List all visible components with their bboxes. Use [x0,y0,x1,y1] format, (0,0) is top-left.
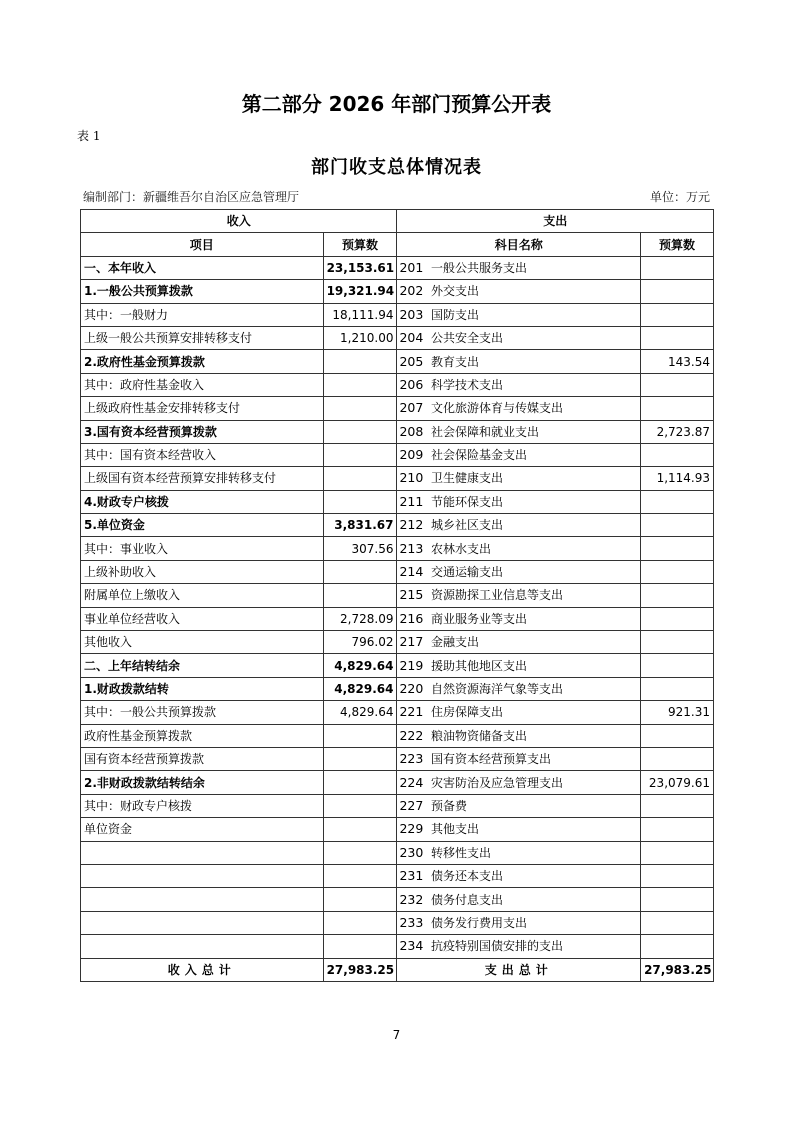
expense-subject [397,818,641,841]
expense-budget-value [641,888,714,911]
expense-budget-value [641,537,714,560]
subject-code: 230 [399,844,424,860]
income-budget-value: 4,829.64 [323,701,397,724]
unit-label: 单位：万元 [649,190,710,204]
expense-budget-value: 23,079.61 [641,771,714,794]
expense-subject [397,864,641,887]
subject-name: 债务还本支出 [430,869,503,884]
table-number: 表 1 [77,129,101,143]
income-budget-value [323,350,397,373]
table-row [81,467,714,490]
table-row [81,443,714,466]
income-budget-value [323,841,397,864]
subject-code: 203 [399,306,424,322]
table-row [81,350,714,373]
income-item: 上级一般公共预算安排转移支付 [81,326,324,349]
income-budget-value [323,490,397,513]
income-item: 1.一般公共预算拨款 [81,280,324,303]
expense-budget-value [641,747,714,770]
subject-name: 科学技术支出 [430,377,503,392]
table-row [81,256,714,279]
income-budget-value [323,560,397,583]
subject-name: 一般公共服务支出 [430,260,527,275]
subject-code: 201 [399,259,424,275]
subject-code: 220 [399,681,424,696]
subject-code: 222 [399,727,424,743]
total-row [81,958,714,981]
income-item [81,864,324,887]
income-budget-value: 3,831.67 [323,514,397,537]
income-item: 其中：政府性基金收入 [81,373,324,396]
expense-subject [397,607,641,630]
expense-budget-value [641,443,714,466]
table-row [81,888,714,911]
expense-budget-value [641,256,714,279]
income-budget-value [323,584,397,607]
col-income-budget-header: 预算数 [323,233,397,256]
expense-budget-value [641,794,714,817]
expense-budget-value [641,514,714,537]
income-item: 政府性基金预算拨款 [81,724,324,747]
col-expense-budget-header: 预算数 [641,233,714,256]
compiling-department: 编制部门：新疆维吾尔自治区应急管理厅 [83,190,300,204]
expense-budget-value [641,631,714,654]
expense-subject [397,280,641,303]
table-row [81,818,714,841]
expense-budget-value [641,818,714,841]
page-number: 7 [392,1028,401,1042]
income-item: 其他收入 [81,631,324,654]
income-budget-value: 19,321.94 [323,280,397,303]
income-item: 5.单位资金 [81,514,324,537]
subject-code: 208 [399,423,424,439]
expense-subject [397,794,641,817]
income-budget-value [323,935,397,958]
expense-budget-value: 1,114.93 [641,467,714,490]
table-row [81,303,714,326]
income-item: 国有资本经营预算拨款 [81,747,324,770]
expense-budget-value [641,654,714,677]
subject-name: 援助其他地区支出 [430,658,527,673]
subject-name: 城乡社区支出 [430,518,503,533]
table-row [81,560,714,583]
expense-subject [397,677,641,700]
income-budget-value [323,747,397,770]
subject-code: 221 [399,704,424,720]
table-row [81,654,714,677]
income-budget-value: 307.56 [323,537,397,560]
table-row [81,420,714,443]
income-budget-value: 4,829.64 [323,654,397,677]
income-budget-value: 2,728.09 [323,607,397,630]
table-row [81,677,714,700]
income-budget-value [323,724,397,747]
income-item: 一、本年收入 [81,256,324,279]
table-row [81,771,714,794]
income-budget-value [323,467,397,490]
expense-subject [397,326,641,349]
table-row [81,841,714,864]
table-row [81,631,714,654]
subject-name: 转移性支出 [430,845,491,860]
expense-total-value: 27,983.25 [641,958,714,981]
expense-subject [397,514,641,537]
expense-subject [397,888,641,911]
table-row [81,280,714,303]
income-item: 其中：国有资本经营收入 [81,443,324,466]
subject-name: 金融支出 [430,635,479,650]
expense-budget-value [641,935,714,958]
expense-subject [397,373,641,396]
subject-name: 债务发行费用支出 [430,915,527,930]
expense-subject [397,631,641,654]
income-budget-value [323,888,397,911]
subject-code: 213 [399,540,424,556]
income-item: 上级政府性基金安排转移支付 [81,397,324,420]
expense-subject [397,935,641,958]
subject-code: 231 [399,868,424,884]
income-budget-value: 23,153.61 [323,256,397,279]
table-row [81,701,714,724]
subject-code: 223 [399,751,424,767]
subject-code: 224 [399,774,424,790]
expense-budget-value: 2,723.87 [641,420,714,443]
subject-name: 教育支出 [430,354,479,369]
expense-budget-value [641,397,714,420]
expense-budget-value [641,864,714,887]
subject-name: 抗疫特别国债安排的支出 [430,939,563,954]
subject-code: 212 [399,517,424,533]
expense-subject [397,256,641,279]
income-budget-value [323,864,397,887]
col-subject-header: 科目名称 [397,233,641,256]
income-total-value: 27,983.25 [323,958,397,981]
expense-subject [397,747,641,770]
income-item: 3.国有资本经营预算拨款 [81,420,324,443]
subject-name: 国有资本经营预算支出 [430,752,551,767]
income-item: 1.财政拨款结转 [81,677,324,700]
income-item: 上级国有资本经营预算安排转移支付 [81,467,324,490]
subject-code: 214 [399,564,424,580]
income-item [81,911,324,934]
expense-budget-value [641,560,714,583]
expense-budget-value [641,373,714,396]
table-row [81,490,714,513]
subject-name: 预备费 [430,798,467,813]
subject-code: 209 [399,447,424,463]
budget-table [80,209,714,982]
expense-budget-value [641,724,714,747]
income-item: 上级补助收入 [81,560,324,583]
subject-name: 其他支出 [430,822,479,837]
expense-subject [397,537,641,560]
income-item: 单位资金 [81,818,324,841]
subject-name: 社会保险基金支出 [430,448,527,463]
table-row [81,397,714,420]
expense-subject [397,654,641,677]
expense-subject [397,467,641,490]
subject-code: 219 [399,657,424,673]
subject-code: 205 [399,353,424,369]
expense-subject [397,420,641,443]
subject-name: 卫生健康支出 [430,471,503,486]
table-row [81,373,714,396]
income-item [81,935,324,958]
income-budget-value: 4,829.64 [323,677,397,700]
expense-subject [397,397,641,420]
expense-budget-value [641,677,714,700]
subject-code: 204 [399,330,424,346]
expense-subject [397,303,641,326]
col-item-header: 项目 [81,233,324,256]
income-item: 事业单位经营收入 [81,607,324,630]
expense-subject [397,771,641,794]
subject-name: 农林水支出 [430,541,491,556]
income-item: 附属单位上缴收入 [81,584,324,607]
income-header: 收入 [81,210,397,233]
income-item: 其中：一般财力 [81,303,324,326]
subject-code: 232 [399,891,424,907]
subject-name: 粮油物资储备支出 [430,728,527,743]
table-row [81,794,714,817]
subject-name: 交通运输支出 [430,565,503,580]
income-total-label: 收入总计 [81,958,324,981]
expense-subject [397,443,641,466]
subject-code: 227 [399,797,424,813]
section-header-row [81,210,714,233]
expense-budget-value [641,303,714,326]
income-budget-value: 1,210.00 [323,326,397,349]
subject-code: 233 [399,914,424,930]
column-header-row [81,233,714,256]
expense-subject [397,701,641,724]
table-row [81,584,714,607]
subject-code: 202 [399,283,424,299]
income-item: 二、上年结转结余 [81,654,324,677]
expense-budget-value [641,607,714,630]
expense-subject [397,560,641,583]
expense-total-label: 支出总计 [397,958,641,981]
subject-code: 211 [399,493,424,509]
expense-budget-value [641,280,714,303]
table-row [81,607,714,630]
income-item [81,841,324,864]
table-row [81,747,714,770]
part-title: 第二部分 2026 年部门预算公开表 [241,92,552,116]
subject-code: 207 [399,400,424,416]
income-budget-value [323,443,397,466]
subject-name: 节能环保支出 [430,494,503,509]
subject-code: 216 [399,610,424,626]
subject-name: 外交支出 [430,284,479,299]
subject-name: 社会保障和就业支出 [430,424,539,439]
table-row [81,864,714,887]
subject-name: 公共安全支出 [430,331,503,346]
income-item: 其中：财政专户核拨 [81,794,324,817]
expense-subject [397,490,641,513]
expense-header: 支出 [397,210,714,233]
subject-name: 资源勘探工业信息等支出 [430,588,563,603]
expense-budget-value [641,911,714,934]
table-row [81,514,714,537]
expense-subject [397,841,641,864]
expense-budget-value [641,841,714,864]
subject-name: 文化旅游体育与传媒支出 [430,401,563,416]
income-budget-value [323,420,397,443]
subject-name: 灾害防治及应急管理支出 [430,775,563,790]
income-item [81,888,324,911]
income-item: 其中：一般公共预算拨款 [81,701,324,724]
income-budget-value [323,771,397,794]
subject-code: 217 [399,634,424,650]
subject-name: 住房保障支出 [430,705,503,720]
subject-code: 215 [399,587,424,603]
expense-budget-value [641,326,714,349]
table-row [81,326,714,349]
table-row [81,537,714,560]
subject-code: 234 [399,938,424,954]
expense-budget-value: 921.31 [641,701,714,724]
expense-subject [397,724,641,747]
expense-subject [397,350,641,373]
income-item: 2.政府性基金预算拨款 [81,350,324,373]
income-budget-value [323,794,397,817]
expense-budget-value: 143.54 [641,350,714,373]
expense-budget-value [641,584,714,607]
expense-budget-value [641,490,714,513]
income-item: 2.非财政拨款结转结余 [81,771,324,794]
subject-name: 商业服务业等支出 [430,611,527,626]
table-row [81,911,714,934]
income-budget-value [323,397,397,420]
subject-code: 206 [399,376,424,392]
table-row [81,935,714,958]
table-row [81,724,714,747]
table-title: 部门收支总体情况表 [311,157,482,178]
income-budget-value: 18,111.94 [323,303,397,326]
subject-name: 国防支出 [430,307,479,322]
income-item: 4.财政专户核拨 [81,490,324,513]
income-budget-value [323,911,397,934]
income-item: 其中：事业收入 [81,537,324,560]
subject-name: 债务付息支出 [430,892,503,907]
subject-name: 自然资源海洋气象等支出 [430,682,563,696]
subject-code: 229 [399,821,424,837]
income-budget-value [323,373,397,396]
income-budget-value: 796.02 [323,631,397,654]
subject-code: 210 [399,470,424,486]
expense-subject [397,584,641,607]
expense-subject [397,911,641,934]
income-budget-value [323,818,397,841]
